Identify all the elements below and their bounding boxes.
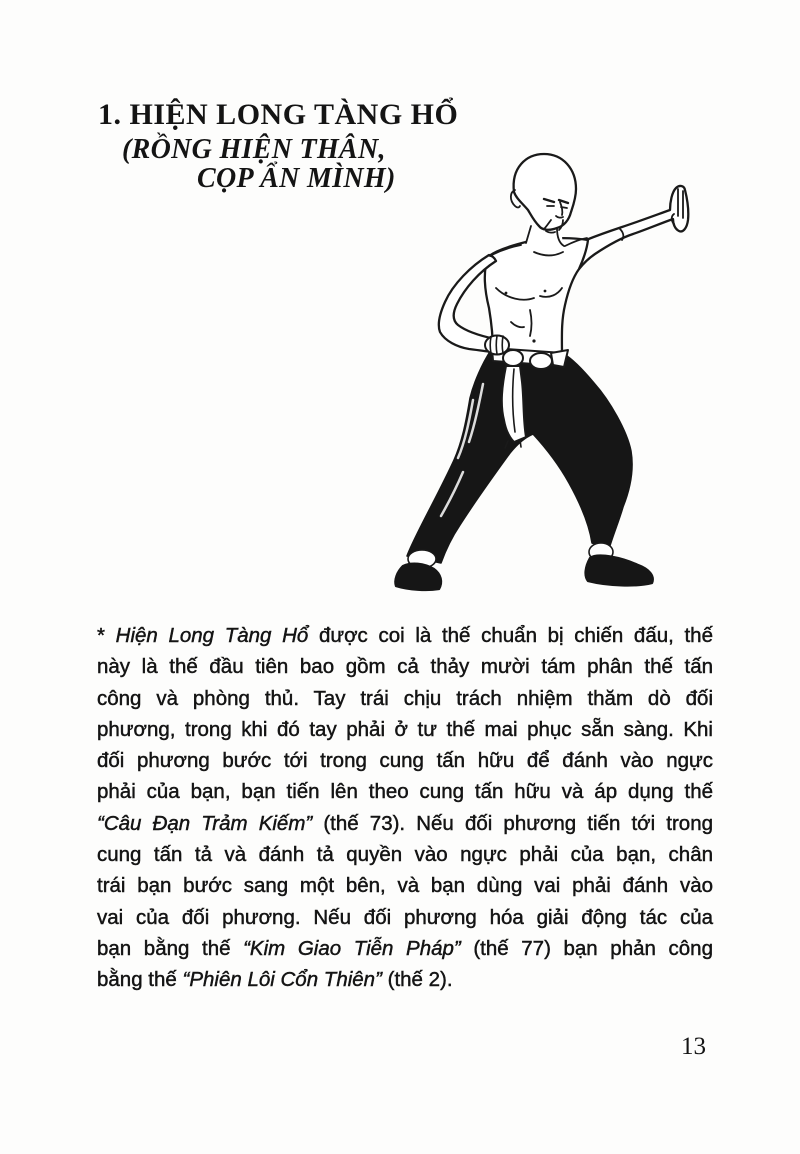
body-paragraph (97, 620, 713, 996)
body-text-line: * Hiện Long Tàng Hổ được coi là thế chuẩn bị chiến đấu, thế (97, 624, 713, 647)
body-text-line: bạn bằng thế “Kim Giao Tiễn Pháp” (thế 77) bạn phản công (97, 936, 713, 960)
body-text-line: cung tấn tả và đánh tả quyền vào ngực phải của bạn, chân (97, 843, 713, 867)
body-text-line: này là thế đầu tiên bao gồm cả thảy mười tám phân thế tấn (97, 655, 713, 679)
body-text-line: vai của đối phương. Nếu đối phương hóa giải động tác của (97, 905, 713, 929)
body-text-line: trái bạn bước sang một bên, và bạn dùng vai phải đánh vào (97, 874, 713, 898)
subtitle-line-1: (RỒNG HIỆN THÂN, (122, 134, 386, 165)
figure-extended-arm (578, 186, 688, 269)
body-text-line: đối phương bước tới trong cung tấn hữu để đánh vào ngực (97, 749, 713, 773)
body-text-line: công và phòng thủ. Tay trái chịu trách nhiệm thăm dò đối (97, 686, 713, 710)
section-subtitle (122, 136, 396, 193)
body-text-line: phương, trong khi đó tay phải ở tư thế mai phục sẵn sàng. Khi (97, 717, 713, 741)
body-text-line: phải của bạn, bạn tiến lên theo cung tấn hữu và áp dụng thế (97, 780, 713, 804)
stance-illustration (393, 142, 713, 602)
body-text-line: “Câu Đạn Trảm Kiếm” (thế 73). Nếu đối phương tiến tới trong (97, 811, 714, 835)
subtitle-line-2: CỌP ẨN MÌNH) (197, 162, 396, 194)
section-title: 1. HIỆN LONG TÀNG HỔ (98, 98, 459, 131)
figure-head (511, 154, 576, 233)
page-number: 13 (681, 1033, 706, 1060)
figure-fist (485, 336, 509, 355)
body-text-line: bằng thế “Phiên Lôi Cổn Thiên” (thế 2). (97, 968, 453, 992)
